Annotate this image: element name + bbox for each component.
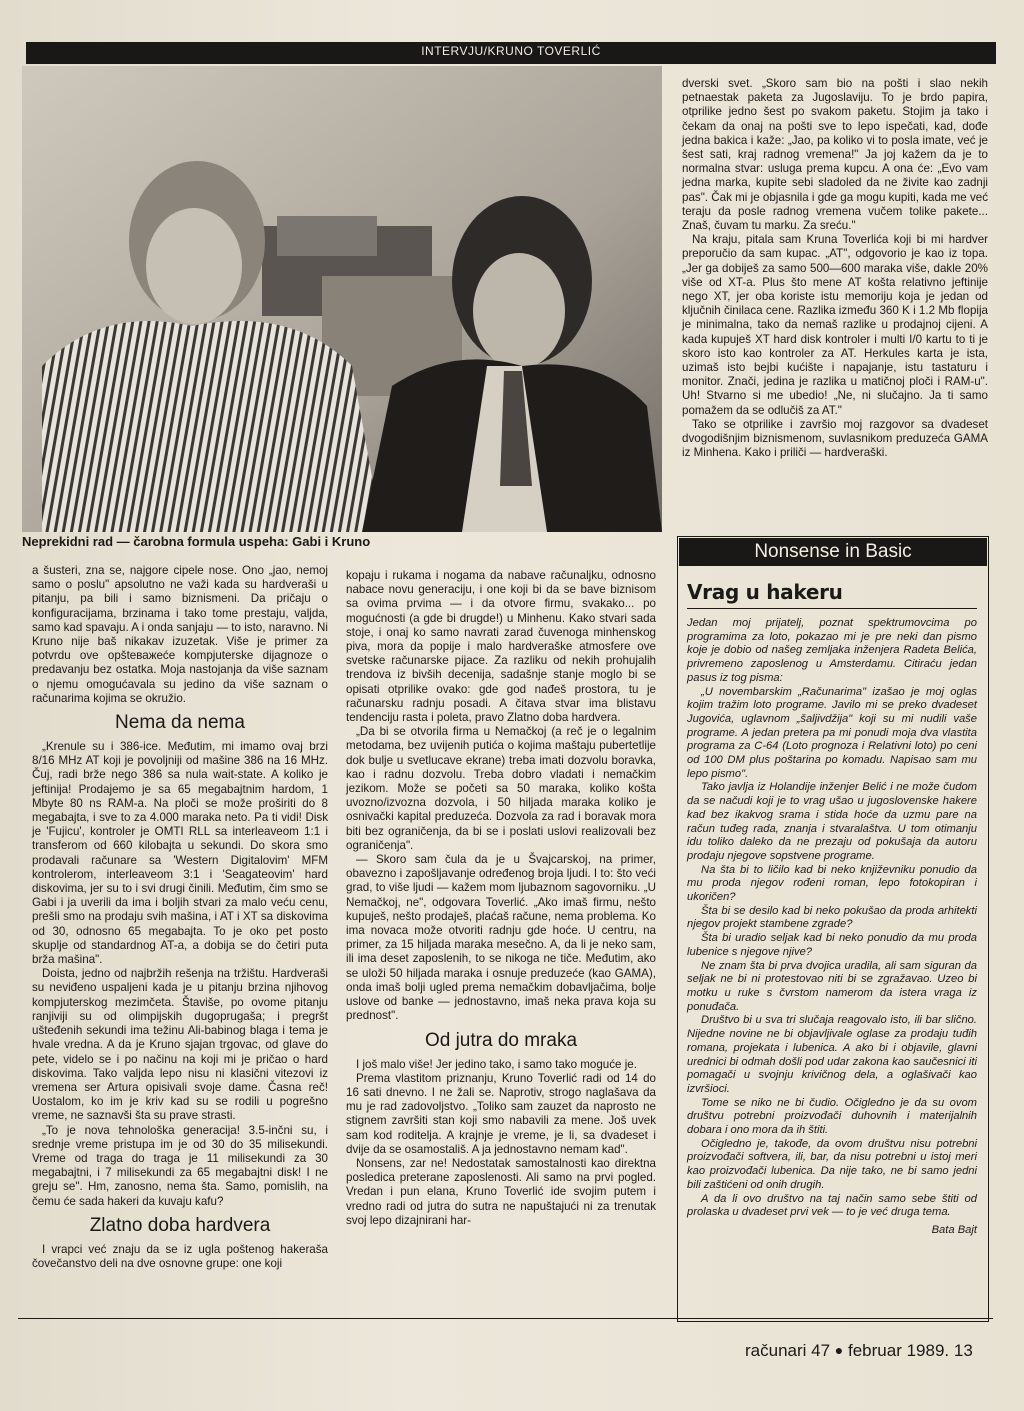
author-signature: Bata Bajt: [931, 1223, 977, 1236]
page-footer: [745, 1341, 973, 1361]
paragraph: a šusteri, zna se, najgore cipele nose. Ono „jao, nemoj samo o poslu" apsolutno ne važi kada su hardveraši u pitanju, pa bili i samo biznismeni. Da pričaju o konfiguracijama, brzinama i tako tome prestaju, valjda, samo kad spavaju. A i onda sanjaju — to isto, naravno. Ni Kruno nije baš nikakav izuzetak. Više je primer za potvrdu ove opšteважeće kompjuterske dijagnoze o predavanju bez ostatka. Moja nastojanja da više saznam o njemu omogućavala su jedino da više saznam o računarima kojima se okružio.: [32, 564, 328, 705]
paragraph: „Krenule su i 386-ice. Međutim, mi imamo ovaj brzi 8/16 MHz AT koji je povoljniji od mašine 386 na 16 MHz. Čuj, radi brže nego 386 sa nula wait-state. A koliko je jeftinija! Prodajemo je sa 65 megabajtnim hardom, 1 Mbyte 80 ns RAM-a. Na ploči se može proširiti do 8 megabajta, i sve to za 4.000 maraka neto. Pa ti vidi! Disk je 'Fujicu', kontroler je OMTI RLL sa interleavеom 1:1 i transferom od 660 kilobajta u sekundi. Do skora smo prodavali računare sa 'Western Digitalovim' MFM kontrolerom, interleaveom 3:1 i 'Seagateovim' hard diskovima, jer su to i svi drugi činili. Međutim, čim smo se Gabi i ja uverili da ima i boljih stvari za malo veću cenu, prešli smo na prodaju svih mašina, i AT i XT sa diskovima od 30, odnosno 65 megabajta. To je oko pet posto skuplje od standardnog AT-a, a dobija se do četiri puta brža mašina".: [32, 740, 328, 967]
paragraph: I još malo više! Jer jedino tako, i samo tako moguće je.: [356, 1057, 637, 1071]
paragraph: Prema vlastitom priznanju, Kruno Toverlić radi od 14 do 16 sati dnevno. I ne žali se. Naprotiv, strogo naglašava da mu je rad zadovoljstvo. „Toliko sam zauzet da naprosto ne stignem završiti stan koji smo nabavili za mene. Još uvek sam kod roditelja. A krajnje je vreme, je li, sa dvadeset i dvije da se osamostališ. A ja jednostavno nemam kad".: [346, 1071, 656, 1156]
paragraph: Tako se otprilike i završio moj razgovor sa dvadeset dvogodišnjim biznismenom, suvlasnikom preduzeća GAMA iz Minhena. Kako i priliči — hardveraški.: [682, 417, 988, 460]
photo-caption: Neprekidni rad — čarobna formula uspeha: Gabi i Kruno: [22, 534, 371, 549]
magazine-issue: računari 47: [745, 1341, 831, 1360]
paragraph: Šta bi se desilo kad bi neko pokušao da proda arhitekti njegov projekt stambene zgrade?: [687, 904, 977, 931]
interview-photo: [22, 66, 662, 532]
paragraph: Tako javlja iz Holandije inženjer Belić i ne može čudom da se načudi koji je to vrag ušao u jugoslovenske hakere kad bez ikakvog srama i stida hoće da uzmu pare na račun tuđeg rada, znanja i stvaralaštva. U tom otimanju idu toliko daleko da ne prezaju od pokušaja da autoru prodaju njegove sopstvene programe.: [687, 781, 977, 862]
section-heading: Nema da nema: [115, 712, 245, 734]
paragraph: I vrapci već znaju da se iz ugla poštenog hakeraša čovečanstvo deli na dve osnovne grupe: one koji: [32, 1242, 328, 1270]
section-header: [26, 42, 996, 64]
paragraph: Nonsens, zar ne! Nedostatak samostalnosti kao direktna posledica preterane zaposlenosti. Ali samo na prvi pogled. Vredan i pun elana, Kruno Toverlić ide svojim putem i vredno radi od jutra do sutra ne napuštajući ni za trenutak svoj lepo dizajnirani har-: [346, 1156, 656, 1227]
paragraph: Očigledno je, takođe, da ovom društvu nisu potrebni proizvođači softvera, ili, bar, da nisu potrebni u istoj meri kao proizvođači lubenica. Da nije tako, ne bi samo jedni bili zaštićeni od onih drugih.: [687, 1137, 977, 1191]
sidebar-header: Nonsense in Basic: [679, 538, 987, 566]
paragraph: — Skoro sam čula da je u Švajcarskoj, na primer, obavezno i zapošljavanje određenog broja ljudi. I to: što veći grad, to više ljudi — kažem mom ljubaznom sagovorniku. „U Nemačkoj, ne", odgovara Toverlić. „Ako imaš firmu, nešto kupuješ, nešto prodaješ, plaćaš račune, nema problema. Ko ima novaca može otvoriti radnju gde hoće. U centru, na primer, za 15 hiljada maraka mesečno. A, da li je neko sam, ili ima deset zaposlenih, to se nikoga ne tiče. Međutim, ako se uloži 50 hiljada maraka i osnuje preduzeće (kao GAMA), onda imaš bolji ugled prema nemačkim dobavljačima, bolje uslove od banke — jednostavno, imaš neka prava koja su prednost".: [346, 853, 656, 1023]
section-heading: Zlatno doba hardvera: [89, 1214, 271, 1236]
section-title: INTERVJU/KRUNO TOVERLIĆ: [421, 44, 601, 58]
paragraph: Jedan moj prijatelj, poznat spektrumovcima po programima za loto, pokazao mi je pre neki dan pismo koje je dobio od našeg zemljaka inženjera Radeta Belića, privremeno zaposlenog u Amsterdamu. Citiraću jedan pasus iz tog pisma:: [687, 617, 977, 684]
paragraph: Tome se niko ne bi čudio. Očigledno je da su ovom društvu potrebni proizvođači duhovnih i materijalnih dobara i ono mora da ih štiti.: [687, 1096, 977, 1137]
page-number: 13: [953, 1341, 973, 1360]
paragraph: Društvo bi u sva tri slučaja reagovalo isto, ili bar slično. Nijedne novine ne bi objavljivale oglase za prodaju tuđih romana, projekata i lubenica. A ako bi i objavile, glavni urednici bi odmah došli pod udar zakona kao saučesnici iti pomagači u svojnju krivičnog dela, a oglašivači kao izvršioci.: [687, 1014, 977, 1095]
paragraph: Šta bi uradio seljak kad bi neko ponudio da mu proda lubenice s njegove njive?: [687, 932, 977, 958]
sidebar-body: [687, 617, 977, 1238]
paragraph: Ne znam šta bi prva dvojica uradila, ali sam siguran da seljak ne bi ni protestovao niti bi se zgražavao. Uzeo bi motku u ruke s čvrstom namerom da istera vraga iz ponuđača.: [687, 959, 977, 1013]
paragraph: Na šta bi to ličilo kad bi neko književniku ponudio da mu proda njegov rođeni roman, lepo fotokopiran i ukoričen?: [687, 863, 977, 904]
paragraph: „U novembarskim „Računarima" izašao je moj oglas kojim tražim loto programe. Javilo mi se preko dvadeset Jugovića, uglavnom „šaljivdžija" koji su mi nudili vaše programe. A jedan pretera pa mi ponudi moja dva vlastita programa za C-64 (Loto prognoza i Relativni loto) po ceni od 100 DM plus poštarina po komadu. Napisao sam mu lepo pismo".: [687, 685, 977, 780]
middle-column: [346, 569, 656, 1228]
right-column: [682, 77, 988, 460]
footer-rule: [18, 1318, 993, 1319]
left-column: [32, 564, 328, 1271]
paragraph: dverski svet. „Skoro sam bio na pošti i slao nekih petnaestak paketa za Jugoslaviju. To je brdo papira, otprilike jedno šest po svakom paketu. Stojim ja tako i čekam da onaj na pošti sve to lepo ispečati, kad, dođe jedna bakica i kaže: „Jao, pa koliko vi to posla imate, već je šest sati, kraj radnog vremena!" Ja joj kažem da je to normalna stvar: usluga prema kupcu. A ona će: „Evo vam jedna marka, kupite sebi sladoled da ne živite kao zadnji pas". Čak mi je objasnila i gde ga mogu kupiti, kada me već teraju da posle radnog vremena vučem tolike pakete... Znaš, čuvam tu marku. Za sreću.": [682, 77, 988, 233]
photo-image: [22, 66, 662, 532]
paragraph: „Da bi se otvorila firma u Nemačkoj (a reč je o legalnim metodama, bez uvijenih putića o kojima maštaju pubertetlije dok bulje u svetlucave ekrane) treba imati dozvolu boravka, kao i radnu dozvolu. Treba dobro vladati i nemačkim jezikom. Može se početi sa 50 maraka, koliko košta uvozno/izvozna dozvola, i 50 hiljada maraka koliko je osnivački kapital preduzeća. Dozvola za rad i boravak mora biti bez ograničenja, da bi se i poslati uslovi realizovali bez ograničenja".: [346, 725, 656, 852]
issue-date: februar 1989.: [848, 1341, 950, 1360]
paragraph: Na kraju, pitala sam Kruna Toverlića koji bi mi hardver preporučio da sam kupac. „AT", odgovorio je kao iz topa. „Jer ga dobiješ za samo 500—600 maraka više, dakle 20% više od XT-a. Plus što mene AT košta relativno jeftinije nego XT, jer oba koriste istu memoriju koja je jedan od ključnih činilaca cene. Razlika između 360 K i 1.2 Mb flopija je minimalna, tako da nemaš razlike u prodajnoj cijeni. A kada kupuješ XT hard disk kontroler i multi I/0 kartu to ti je skoro isto kao kontroler za AT. Herkules karta je ista, uzimaš isto bejbi kućište i napajanje, istu tastaturu i monitor. Znači, jedina je razlika u matičnoj ploči i RAM-u". Uh! Stvarno si me ubedio! „Ne, ni slučajno. Ja ti samo pomažem da se odlučiš za AT.": [682, 233, 988, 417]
paragraph: „To je nova tehnološka generacija! 3.5-inčni su, i srednje vreme pristupa im je od 30 do 35 milisekundi. Vreme od traga do traga je 11 milisekundi za 30 megabajtni, i 7 milisekundi za 65 megabajtni disk! I ne greju se". Hm, zanosno, nema šta. Samo, pomislih, na čemu će sada hakeri da kuvaju kafu?: [32, 1123, 328, 1208]
paragraph: Doista, jedno od najbržih rešenja na tržištu. Hardveraši su neviđeno uspaljeni kada je u pitanju brzina njihovog kompjuterskog mezimčeta. Štaviše, po ovome pitanju ranjiviji su od olimpijskih dugoprugaša; i pregršt ušteđenih sekundi ima težinu Ali-babinog blaga i tema je hvale vredna. A da je Kruno sjajan trgovac, od glave do pete, videlo se i po načinu na koji mi je pričao o hard diskovima. Tako valjda lepo nisu ni klasični vitezovi iz vremena ser Artura opisivali svoje dame. Časna reč! Uostalom, ko im je kriv kad su se rodili u pogrešno vreme, ne saznavši šta su prave strasti.: [32, 967, 328, 1123]
sidebar-title: Vrag u hakeru: [687, 580, 977, 609]
section-heading: Od jutra do mraka: [424, 1029, 578, 1051]
bullet-icon: ●: [834, 1342, 844, 1358]
paragraph: kopaju i rukama i nogama da nabave računaljku, odnosno nabace novu generaciju, i one koji bi da se bave biznisom sa ovima prvima — i da otvore firmu, svakako... po mogućnosti (a gde bi drugde!) u Minhenu. Kako stvari sada stoje, i onaj ko samo navrati zarad čuvenoga minhenskog piva, mora da popije i malo hardveraške atmosfere ove svetske računarske pijace. Za razliku od nekih prohujalih trendova iz bivših decenija, sadašnje stanje moglo bi se opisati otprilike ovako: gde god nađeš prostora, tu je računarsku radnju posadi. A čitava stvar ima blistavu tendenciju rasta i poleta, pravo Zlatno doba hardvera.: [346, 569, 656, 725]
paragraph: A da li ovo društvo na taj način samo sebe štiti od prolaska u dvadeset prvi vek — to je već druga tema.: [687, 1192, 977, 1219]
